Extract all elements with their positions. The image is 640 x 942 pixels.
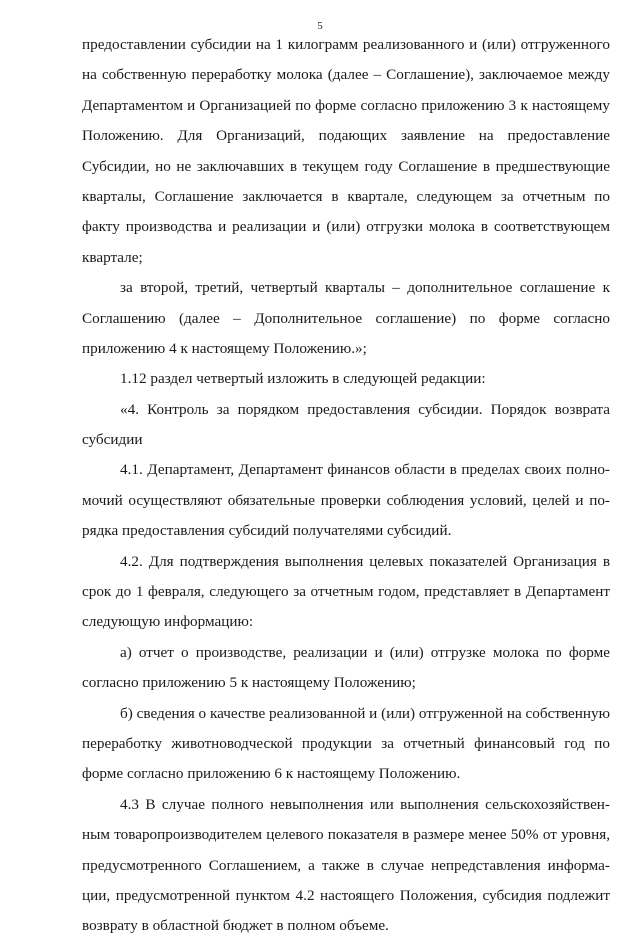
text-line: за второй, третий, четвертый кварталы – дополнительное соглашение к — [120, 279, 610, 297]
text-line: кварталы, Соглашение заключается в квартале, следующем за отчетным по — [82, 187, 610, 205]
text-line: возврату в областной бюджет в полном объеме. — [82, 917, 389, 935]
text-line: квартале; — [82, 248, 143, 266]
text-line: б) сведения о качестве реализованной и (или) отгруженной на собственную — [120, 704, 610, 722]
document-body — [82, 30, 610, 942]
text-line: переработку животноводческой продукции за отчетный финансовый год по — [82, 734, 610, 752]
text-line: форме согласно приложению 6 к настоящему Положению. — [82, 765, 461, 783]
page-number: 5 — [317, 20, 323, 32]
text-line: предусмотренного Соглашением, а также в случае непредставления информа- — [82, 856, 610, 874]
text-line: 1.12 раздел четвертый изложить в следующей редакции: — [120, 370, 486, 388]
text-line: Субсидии, но не заключавших в текущем году Соглашение в предшествующие — [82, 157, 610, 175]
text-line: рядка предоставления субсидий получателями субсидий. — [82, 522, 452, 540]
text-line: Соглашению (далее – Дополнительное соглашение) по форме согласно — [82, 309, 610, 327]
text-line: Положению. Для Организаций, подающих заявление на предоставление — [82, 127, 610, 145]
text-line: «4. Контроль за порядком предоставления субсидии. Порядок возврата — [120, 400, 610, 418]
text-line: предоставлении субсидии на 1 килограмм реализованного и (или) отгруженного — [82, 36, 610, 53]
text-line: 4.1. Департамент, Департамент финансов области в пределах своих полно- — [120, 461, 610, 479]
text-line: ным товаропроизводителем целевого показателя в размере менее 50% от уровня, — [82, 826, 610, 844]
text-line: субсидии — [82, 431, 143, 449]
text-line: следующую информацию: — [82, 613, 254, 631]
text-line: на собственную переработку молока (далее – Соглашение), заключаемое между — [82, 66, 610, 84]
text-line: приложению 4 к настоящему Положению.»; — [82, 339, 367, 357]
text-line: факту производства и реализации и (или) отгрузки молока в соответствующем — [82, 218, 610, 236]
text-line: ции, предусмотренной пунктом 4.2 настоящего Положения, субсидия подлежит — [82, 886, 610, 904]
text-line: а) отчет о производстве, реализации и (или) отгрузке молока по форме — [120, 643, 610, 661]
text-line: Департаментом и Организацией по форме согласно приложению 3 к настоящему — [82, 96, 610, 114]
text-line: мочий осуществляют обязательные проверки соблюдения условий, целей и по- — [82, 491, 610, 509]
text-line: согласно приложению 5 к настоящему Положению; — [82, 674, 416, 692]
text-line: 4.3 В случае полного невыполнения или выполнения сельскохозяйствен- — [120, 795, 610, 813]
text-line: 4.2. Для подтверждения выполнения целевых показателей Организация в — [120, 552, 610, 570]
text-line: срок до 1 февраля, следующего за отчетным годом, представляет в Департамент — [82, 583, 610, 601]
